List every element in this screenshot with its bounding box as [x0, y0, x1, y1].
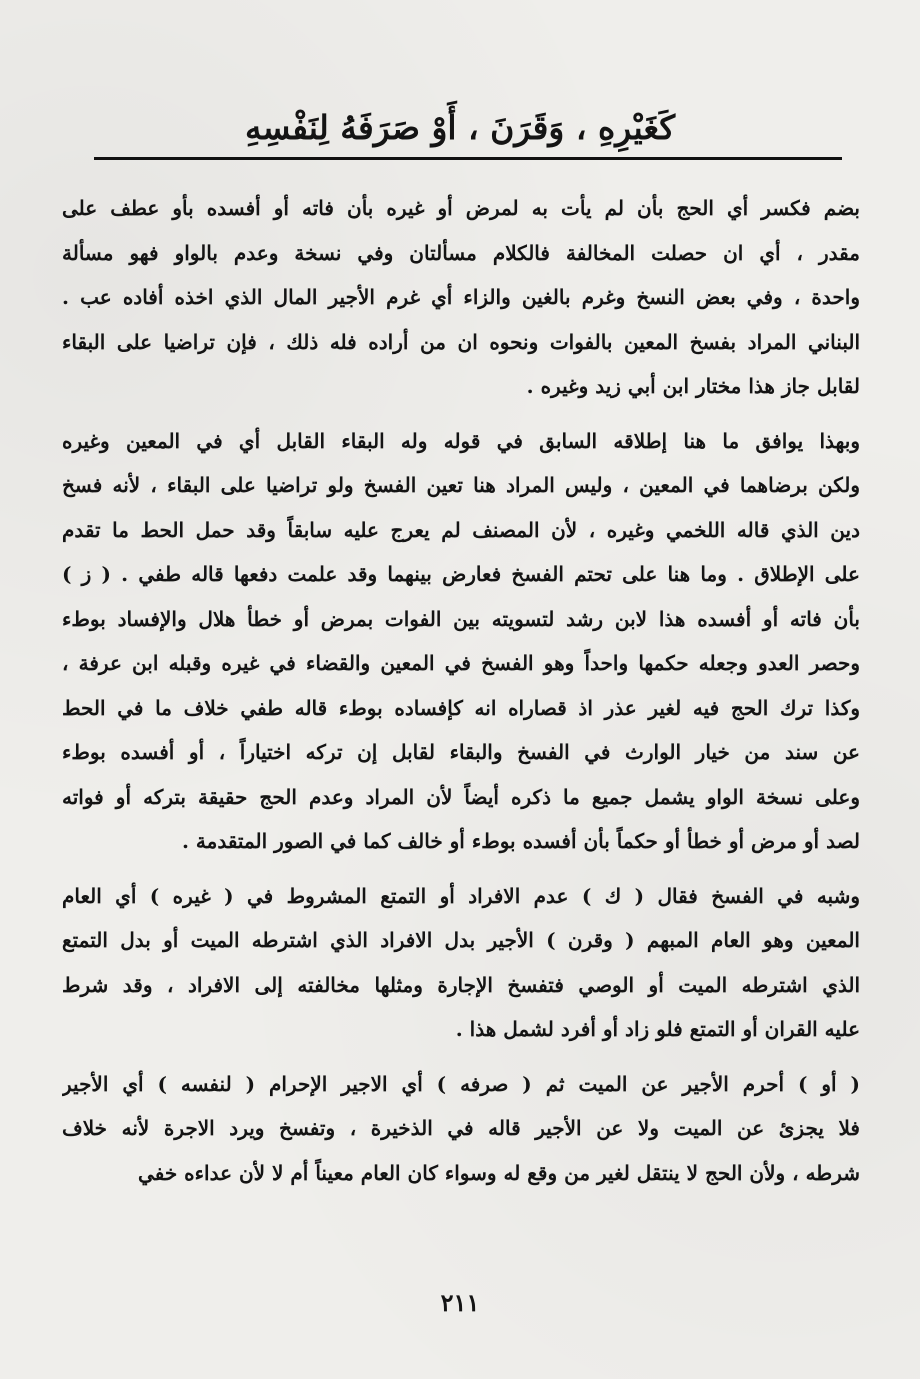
text-line: وكذا ترك الحج فيه لغير عذر اذ قصاراه انه كإفساده بوطء قاله طفي خلاف ما في الحط [62, 695, 860, 720]
text-line: بأن فاته أو أفسده هذا لابن رشد لتسويته بين الفوات بمرض أو خطأ هلال والإفساد بوطء [62, 606, 860, 631]
text-line: المعين وهو العام المبهم ( وقرن ) الأجير بدل الافراد الذي اشترطه الميت أو بدل التمتع [62, 928, 860, 952]
paragraph [62, 186, 860, 409]
text-line: مقدر ، أي ان حصلت المخالفة فالكلام مسألتان وفي نسخة وعدم بالواو فهو مسألة [62, 240, 860, 265]
page-number: ٢١١ [440, 1288, 480, 1317]
text-line: لقابل جاز هذا مختار ابن أبي زيد وغيره . [526, 374, 860, 398]
paragraph [62, 874, 860, 1052]
text-line: وبهذا يوافق ما هنا إطلاقه السابق في قوله وله البقاء القابل أي في المعين وغيره [62, 428, 860, 453]
body-text [62, 186, 860, 1205]
text-line: وحصر العدو وجعله حكمها واحداً وهو الفسخ في المعين والقضاء في غيره وقبله ابن عرفة ، [62, 651, 860, 675]
paragraph [62, 1062, 860, 1196]
text-line: الذي اشترطه الميت أو الوصي فتفسخ الإجارة ومثلها مخالفته إلى الافراد ، وقد شرط [62, 972, 860, 997]
text-line: عليه القران أو التمتع فلو زاد أو أفرد لشمل هذا . [455, 1017, 860, 1041]
text-line: على الإطلاق . وما هنا على تحتم الفسخ فعارض بينهما وقد علمت دفعها قاله طفي . ( ز ) [62, 562, 860, 586]
text-line: ولكن برضاهما في المعين ، وليس المراد هنا تعين الفسخ ولو تراضيا على البقاء ، لأنه فسخ [62, 473, 860, 497]
text-line: ( أو ) أحرم الأجير عن الميت ثم ( صرفه ) أي الاجير الإحرام ( لنفسه ) أي الأجير [62, 1071, 860, 1096]
text-line: بضم فكسر أي الحج بأن لم يأت به لمرض أو غيره بأن فاته أو أفسده بأو عطف على [62, 196, 860, 220]
text-line: وشبه في الفسخ فقال ( ك ) عدم الافراد أو التمتع المشروط في ( غيره ) أي العام [62, 883, 860, 908]
text-line: لصد أو مرض أو خطأ أو حكماً بأن أفسده بوطء أو خالف كما في الصور المتقدمة . [181, 829, 860, 853]
text-line: عن سند من خيار الوارث في الفسخ والبقاء لقابل إن تركه اختياراً ، أو أفسده بوطء [62, 740, 860, 764]
header-divider [94, 157, 842, 160]
text-line: وعلى نسخة الواو يشمل جميع ما ذكره أيضاً لأن المراد وعدم الحج حقيقة بتركه أو فواته [62, 784, 860, 809]
page-header-title: كَغَيْرِهِ ، وَقَرَنَ ، أَوْ صَرَفَهُ لِنَفْسِهِ [244, 108, 676, 147]
text-line: واحدة ، وفي بعض النسخ وغرم بالغين والزاء أي غرم الأجير المال الذي اخذه أفاده عب . [62, 285, 860, 309]
text-line: دين الذي قاله اللخمي وغيره ، لأن المصنف لم يعرج عليه سابقاً وقد حمل الحط ما تقدم [62, 517, 860, 542]
text-line: فلا يجزئ عن الميت ولا عن الأجير قاله في الذخيرة ، وتفسخ ويرد الاجرة لأنه خلاف [62, 1116, 860, 1140]
paragraph [62, 419, 860, 864]
text-line: البناني المراد بفسخ المعين بالفوات ونحوه ان من أراده فله ذلك ، فإن تراضيا على البقاء [62, 329, 860, 354]
text-line: شرطه ، ولأن الحج لا ينتقل لغير من وقع له وسواء كان العام معيناً أم لا لأن عداءه خفي [138, 1160, 860, 1185]
